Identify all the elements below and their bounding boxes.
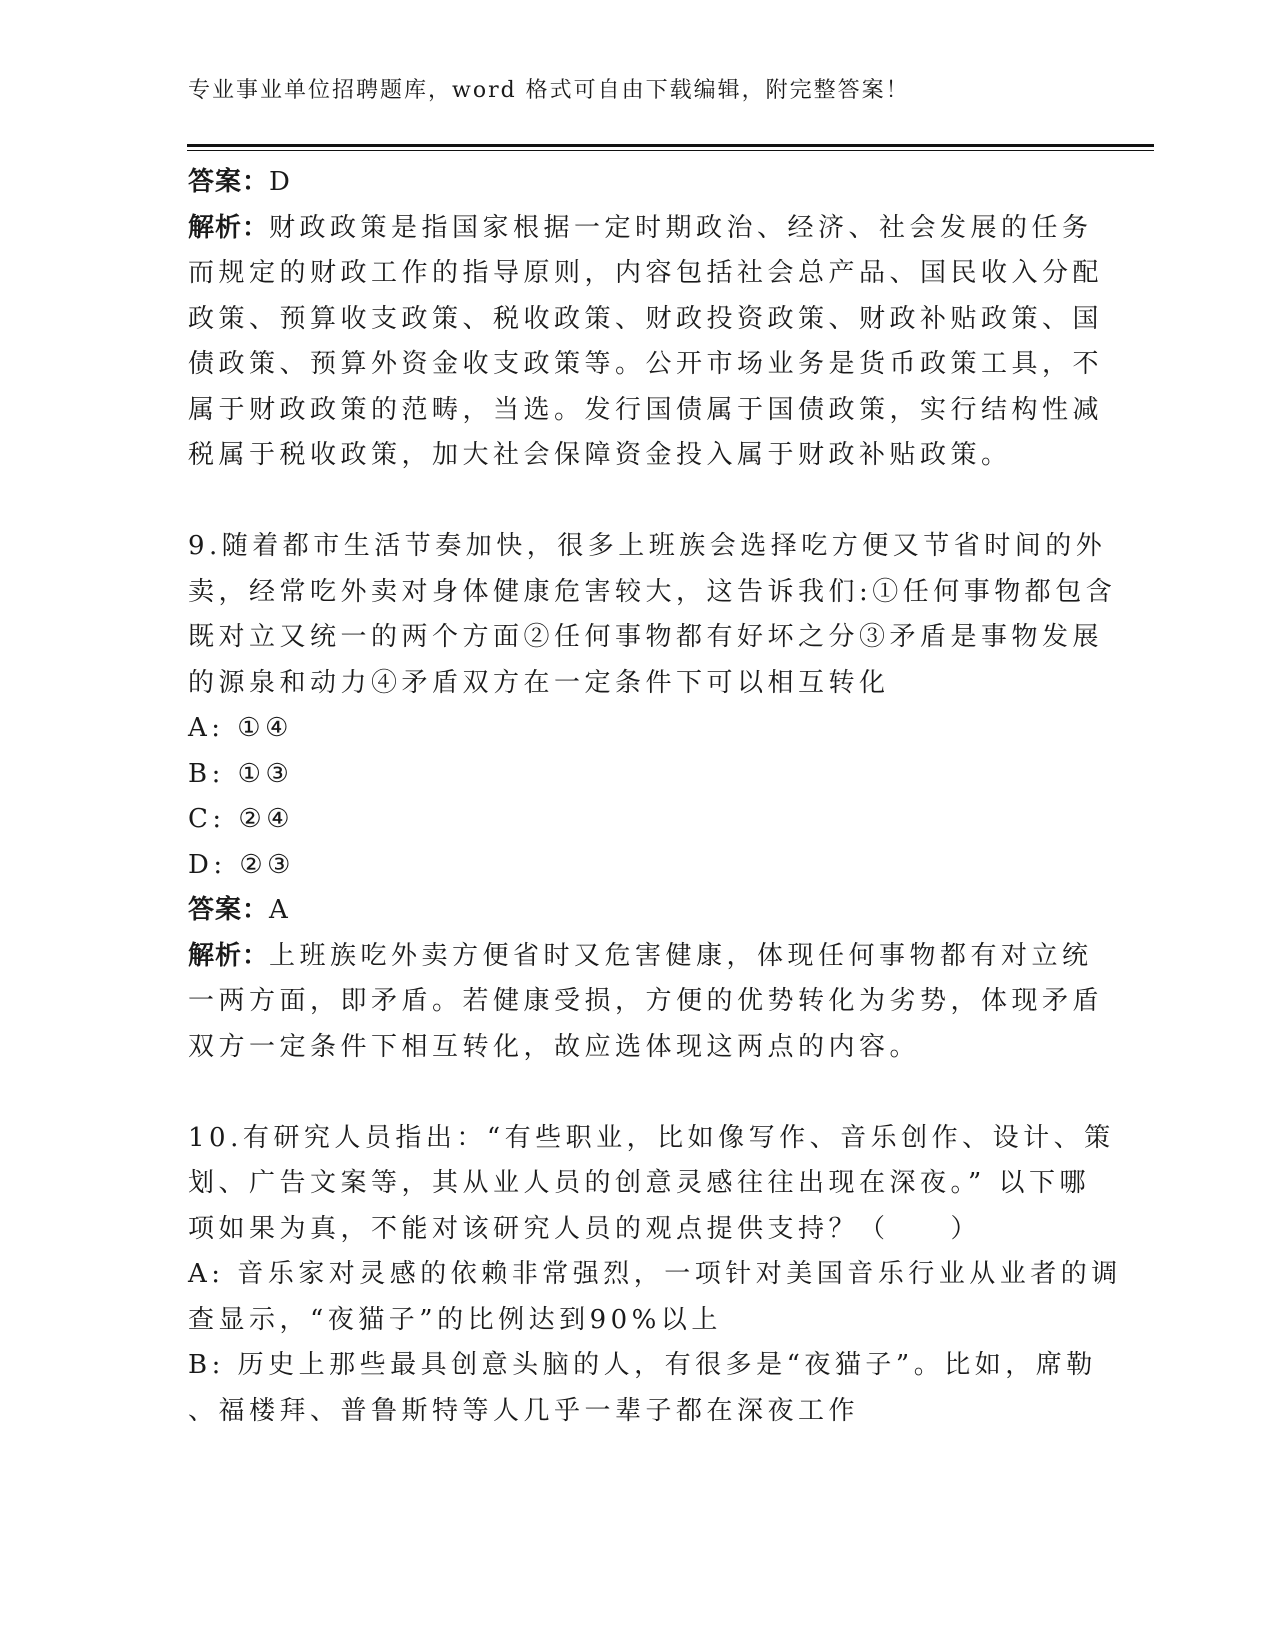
answer-label: 答案： [188,167,270,197]
question-stem: 10.有研究人员指出：“有些职业，比如像写作、音乐创作、设计、策 [188,1122,1115,1153]
question-9 [188,524,1117,1070]
analysis-label: 解析： [188,212,270,243]
answer-line [188,888,1088,934]
analysis-text: 税属于税收政策，加大社会保障资金投入属于财政补贴政策。 [188,440,1012,470]
analysis-line [188,206,1093,252]
analysis-text: 政策、预算收支政策、税收政策、财政投资政策、财政补贴政策、国 [188,303,1104,334]
page-header-text: 专业事业单位招聘题库，word 格式可自由下载编辑，附完整答案！ [188,78,910,103]
paragraph-gap [188,479,1088,525]
answer-line [188,160,1088,206]
analysis-label: 解析： [188,940,270,971]
analysis-text: 上班族吃外卖方便省时又危害健康，体现任何事物都有对立统 [269,940,1093,971]
question-stem: 项如果为真，不能对该研究人员的观点提供支持？（ ） [188,1213,982,1244]
analysis-text: 债政策、预算外资金收支政策等。公开市场业务是货币政策工具，不 [188,349,1104,379]
analysis-text: 财政政策是指国家根据一定时期政治、经济、社会发展的任务 [269,212,1093,243]
option-a: A: ①④ [188,713,293,743]
header-divider-thick [187,144,1154,147]
analysis-text: 一两方面，即矛盾。若健康受损，方便的优势转化为劣势，体现矛盾 [188,986,1104,1016]
paragraph-gap [188,1070,1088,1116]
question-stem: 的源泉和动力④矛盾双方在一定条件下可以相互转化 [188,667,890,698]
option-c: C: ②④ [188,804,295,834]
answer-value: D [269,167,295,197]
analysis-text: 而规定的财政工作的指导原则，内容包括社会总产品、国民收入分配 [188,258,1104,288]
answer-label: 答案： [188,895,270,925]
analysis-line [188,934,1093,980]
option-b-continued: 、福楼拜、普鲁斯特等人几乎一辈子都在深夜工作 [188,1395,860,1426]
question-stem: 卖，经常吃外卖对身体健康危害较大，这告诉我们:①任何事物都包含 [188,576,1117,607]
option-a-continued: 查显示，“夜猫子”的比例达到90%以上 [188,1304,722,1335]
question-8-answer-block [188,160,1104,479]
question-stem: 9.随着都市生活节奏加快，很多上班族会选择吃方便又节省时间的外 [188,531,1107,561]
answer-value: A [269,895,293,925]
question-stem: 划、广告文案等，其从业人员的创意灵感往往出现在深夜。” 以下哪 [188,1168,1091,1198]
analysis-text: 双方一定条件下相互转化，故应选体现这两点的内容。 [188,1031,921,1062]
header-divider-thin [187,150,1154,151]
option-b: B: 历史上那些最具创意头脑的人，有很多是“夜猫子”。比如，席勒 [188,1350,1097,1380]
question-10 [188,1116,1122,1435]
option-b: B: ①③ [188,758,294,789]
document-body [188,160,1122,1434]
question-stem: 既对立又统一的两个方面②任何事物都有好坏之分③矛盾是事物发展 [188,622,1104,652]
analysis-text: 属于财政政策的范畴，当选。发行国债属于国债政策，实行结构性减 [188,394,1104,425]
option-a: A: 音乐家对灵感的依赖非常强烈，一项针对美国音乐行业从业者的调 [188,1259,1122,1289]
option-d: D: ②③ [188,849,295,880]
